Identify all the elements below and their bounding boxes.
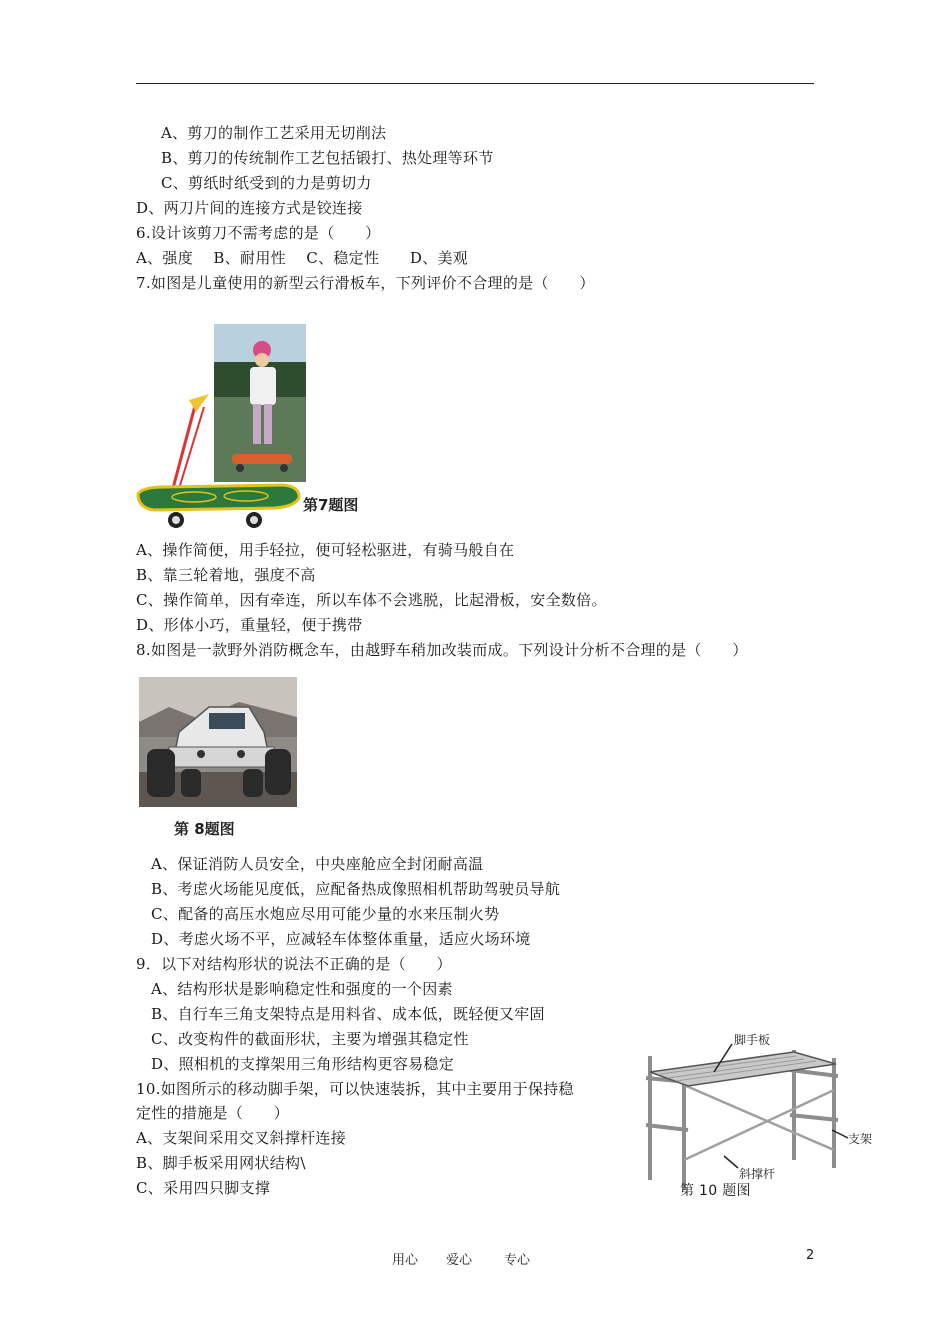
fig7-photo-board [232,454,292,464]
q9-option-c: C、改变构件的截面形状，主要为增强其稳定性 [151,1030,469,1048]
q6-options: A、强度 B、耐用性 C、稳定性 D、美观 [136,249,469,267]
q7-option-a: A、操作简便，用手轻拉，便可轻松驱进，有骑马般自在 [136,541,515,559]
fig8-vehicle-windshield [209,713,245,729]
q7-stem: 7.如图是儿童使用的新型云行滑板车，下列评价不合理的是（ ） [136,274,595,292]
q8-option-b: B、考虑火场能见度低，应配备热成像照相机帮助驾驶员导航 [151,880,561,898]
fig10-label-brace: 斜撑杆 [739,1167,776,1181]
footer-item-2: 爱心 [446,1253,473,1268]
q9-option-d: D、照相机的支撑架用三角形结构更容易稳定 [151,1055,455,1073]
fig10-caption: 第 10 题图 [680,1183,751,1199]
fig7-caption: 第7题图 [303,496,359,514]
fig8-caption: 第 8题图 [174,820,235,838]
fig10-label-board: 脚手板 [734,1033,771,1047]
fig7-photo-wheel-left [236,464,244,472]
footer-item-3: 专心 [504,1253,531,1268]
q8-option-d: D、考虑火场不平，应减轻车体整体重量，适应火场环境 [151,930,531,948]
fig7-child-shirt [250,367,276,405]
fig8-wheel-left [147,749,175,797]
q5-option-b: B、剪刀的传统制作工艺包括锻打、热处理等环节 [161,149,494,167]
fig7-child-leg-left [253,404,261,444]
fig7-child-leg-right [264,404,272,444]
fig8-image [139,677,297,807]
fig10-brace-pointer [724,1156,738,1168]
fig7-child-face [255,353,269,367]
q9-option-a: A、结构形状是影响稳定性和强度的一个因素 [151,980,453,998]
page-number: 2 [806,1248,815,1263]
q10-option-a: A、支架间采用交叉斜撑杆连接 [136,1129,347,1147]
fig10-cross-braces [684,1085,834,1160]
q6-stem: 6.设计该剪刀不需考虑的是（ ） [136,224,381,242]
fig10-image [636,1030,896,1200]
fig7-image [134,322,314,532]
q7-option-b: B、靠三轮着地，强度不高 [136,566,316,584]
fig7-photo-wheel-right [280,464,288,472]
header-rule [136,83,814,84]
fig8-wheel-rear-right [243,769,263,797]
footer-item-1: 用心 [392,1253,419,1268]
q10-option-b: B、脚手板采用网状结构\ [136,1154,306,1172]
fig10-label-frame: 支架 [848,1132,873,1146]
q7-option-d: D、形体小巧，重量轻，便于携带 [136,616,363,634]
fig8-vehicle-light-right [237,750,245,758]
fig8-vehicle-light-left [197,750,205,758]
q10-stem-line1: 10.如图所示的移动脚手架，可以快速装拆，其中主要用于保持稳 [136,1080,574,1098]
fig7-handle-grip [189,394,209,412]
q5-option-a: A、剪刀的制作工艺采用无切削法 [161,124,387,142]
q5-option-c: C、剪纸时纸受到的力是剪切力 [161,174,372,192]
q10-stem-line2: 定性的措施是（ ） [136,1104,290,1122]
fig8-vehicle-body [169,747,274,767]
q8-option-a: A、保证消防人员安全，中央座舱应全封闭耐高温 [151,855,484,873]
q7-option-c: C、操作简单，因有牵连，所以车体不会逃脱，比起滑板，安全数倍。 [136,591,607,609]
q8-stem: 8.如图是一款野外消防概念车，由越野车稍加改装而成。下列设计分析不合理的是（ ） [136,641,748,659]
fig8-wheel-rear-left [181,769,201,797]
fig8-wheel-right [265,749,291,795]
q8-option-c: C、配备的高压水炮应尽用可能少量的水来压制火势 [151,905,500,923]
q9-stem: 9．以下对结构形状的说法不正确的是（ ） [136,955,452,973]
q9-option-b: B、自行车三角支架特点是用料省、成本低，既轻便又牢固 [151,1005,545,1023]
q5-option-d: D、两刀片间的连接方式是铰连接 [136,199,363,217]
q10-option-c: C、采用四只脚支撑 [136,1179,271,1197]
fig7-skateboard-deck [138,485,299,510]
